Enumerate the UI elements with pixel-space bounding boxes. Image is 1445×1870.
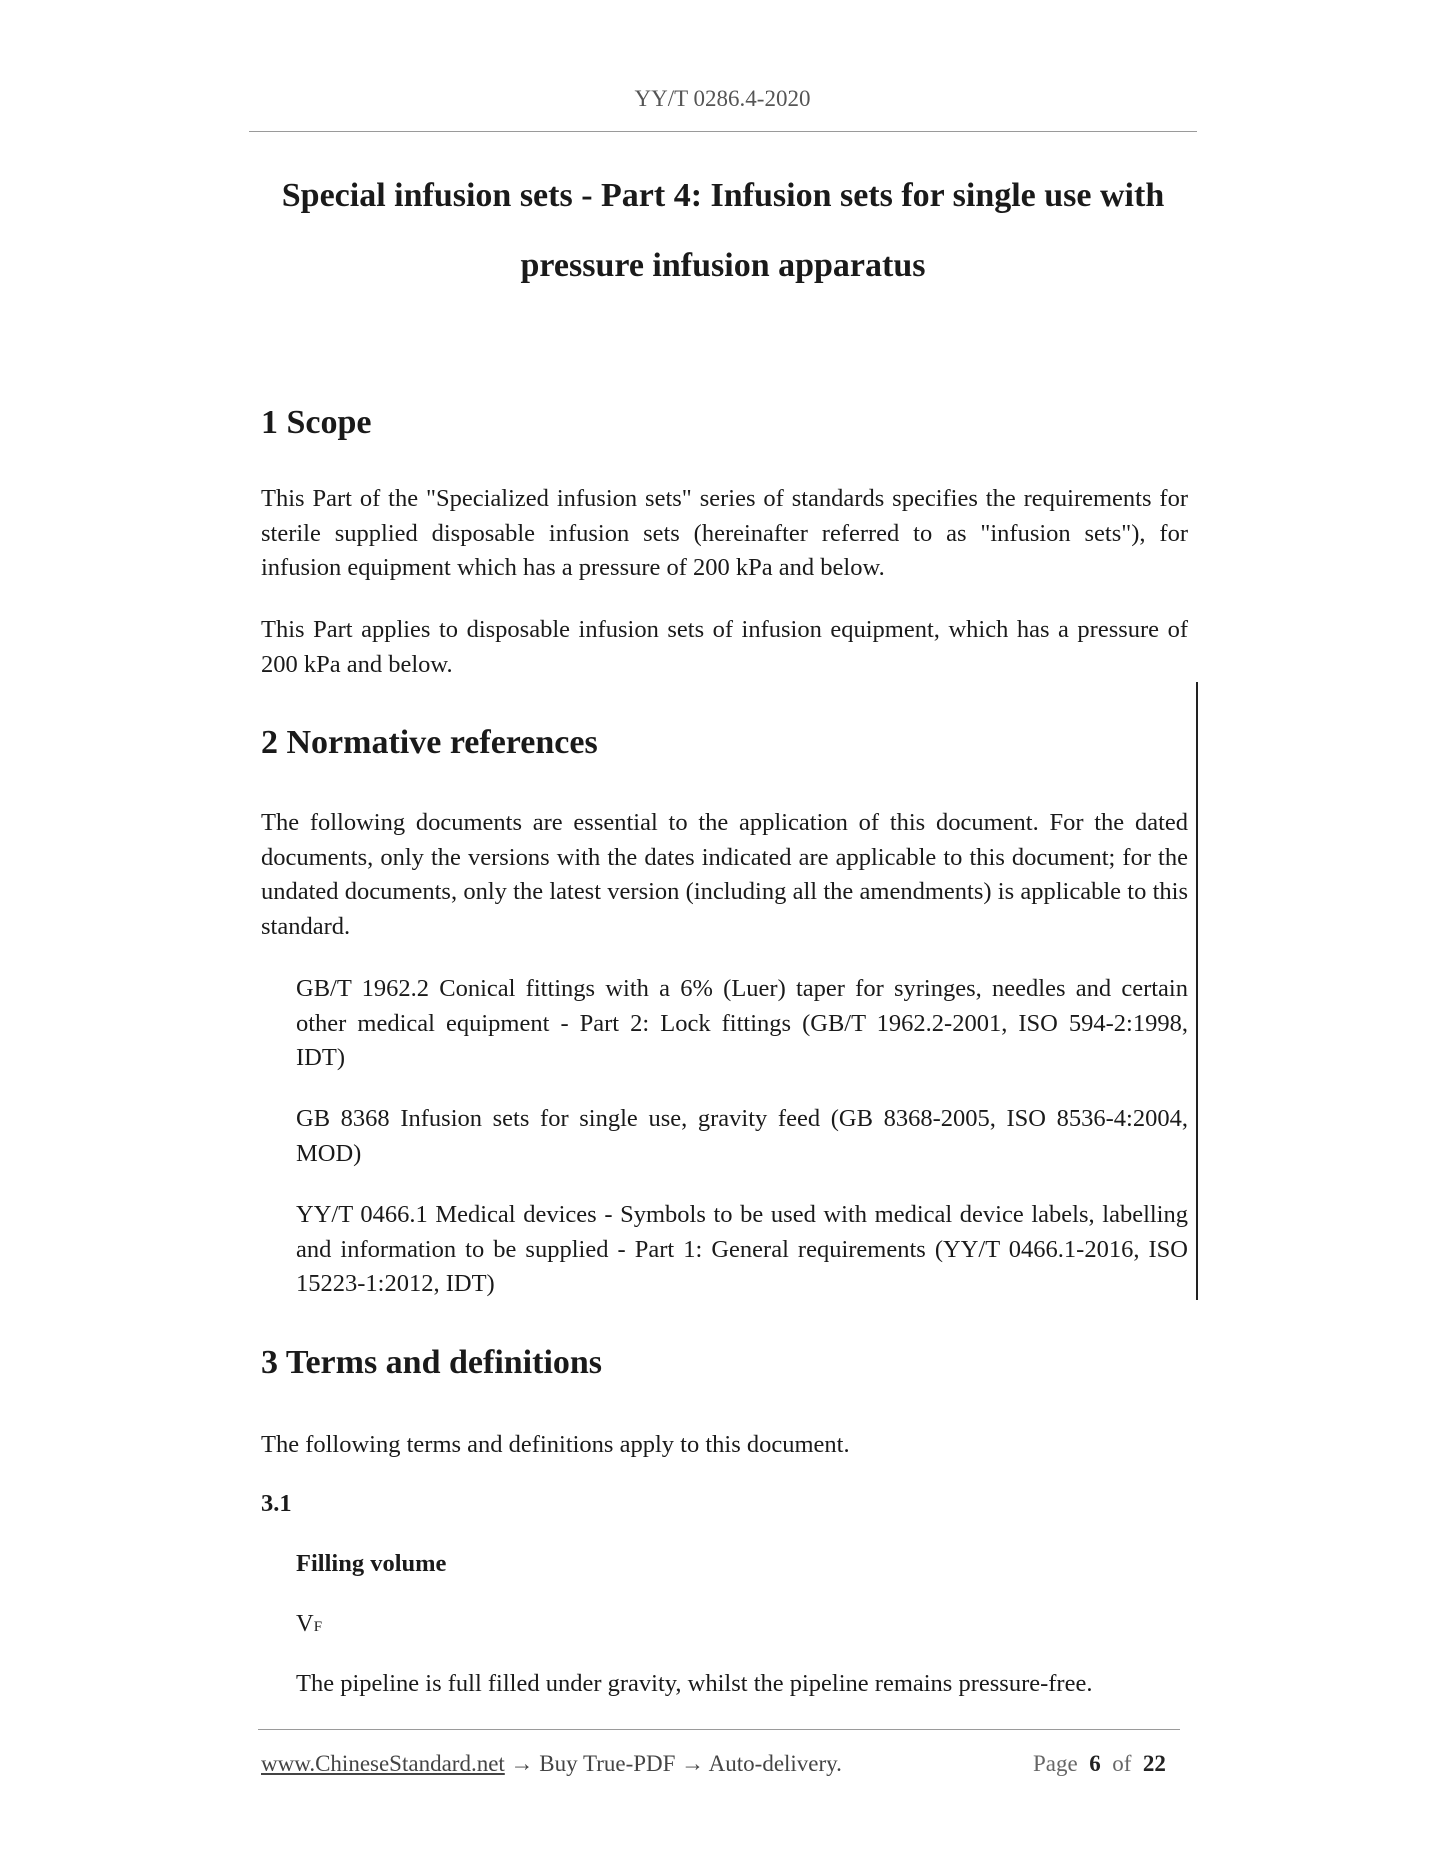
page-number (1033, 1751, 1166, 1777)
scope-paragraph-2: This Part applies to disposable infusion sets of infusion equipment, which has a pressure of 200 kPa and below. (261, 616, 1188, 678)
header-standard-code: YY/T 0286.4-2020 (634, 86, 811, 111)
footer-website-link[interactable]: www.ChineseStandard.net (261, 1751, 505, 1776)
document-title-line-1: Special infusion sets - Part 4: Infusion sets for single use with (281, 177, 1165, 214)
page-word: Page (1033, 1751, 1078, 1776)
term-symbol (296, 1610, 322, 1638)
scope-paragraph-1: This Part of the "Specialized infusion sets" series of standards specifies the requirements for sterile supplied disposable infusion sets (hereinafter referred to as "infusion sets"), for infusion equipment which has a pressure of 200 kPa and below. (261, 485, 1188, 581)
section-heading-normative-references: 2 Normative references (261, 724, 598, 761)
page-total: 22 (1142, 1751, 1166, 1776)
terms-intro-paragraph: The following terms and definitions apply to this document. (261, 1431, 850, 1458)
normative-intro-paragraph: The following documents are essential to the application of this document. For the dated documents, only the versions with the dates indicated are applicable to this document; for the undated documents, only the latest version (including all the amendments) is applicable to this standard. (261, 809, 1188, 940)
term-symbol-main: V (296, 1610, 314, 1637)
normative-reference-item: GB 8368 Infusion sets for single use, gravity feed (GB 8368-2005, ISO 8536-4:2004, MOD) (296, 1105, 1188, 1167)
revision-change-bar (1196, 682, 1198, 1300)
page-current: 6 (1089, 1751, 1101, 1776)
normative-reference-item: YY/T 0466.1 Medical devices - Symbols to be used with medical device labels, labelling and information to be supplied - Part 1: General requirements (YY/T 0466.1-2016, ISO 15223-1:2012, IDT) (296, 1201, 1188, 1297)
section-heading-terms-definitions: 3 Terms and definitions (261, 1344, 603, 1381)
of-word: of (1112, 1751, 1132, 1776)
term-symbol-subscript: F (313, 1619, 323, 1635)
normative-reference-item: GB/T 1962.2 Conical fittings with a 6% (Luer) taper for syringes, needles and certain other medical equipment - Part 2: Lock fittings (GB/T 1962.2-2001, ISO 594-2:1998, IDT) (296, 975, 1188, 1071)
footer-promo-text: → Buy True-PDF → Auto-delivery. (504, 1751, 842, 1776)
term-number: 3.1 (261, 1490, 292, 1517)
header-divider (249, 131, 1197, 132)
document-title-line-2: pressure infusion apparatus (520, 247, 926, 284)
term-definition: The pipeline is full filled under gravity, whilst the pipeline remains pressure-free. (296, 1670, 1093, 1697)
footer-divider (258, 1729, 1180, 1730)
section-heading-scope: 1 Scope (261, 404, 372, 441)
term-name: Filling volume (296, 1550, 447, 1577)
footer-promo (261, 1751, 842, 1777)
